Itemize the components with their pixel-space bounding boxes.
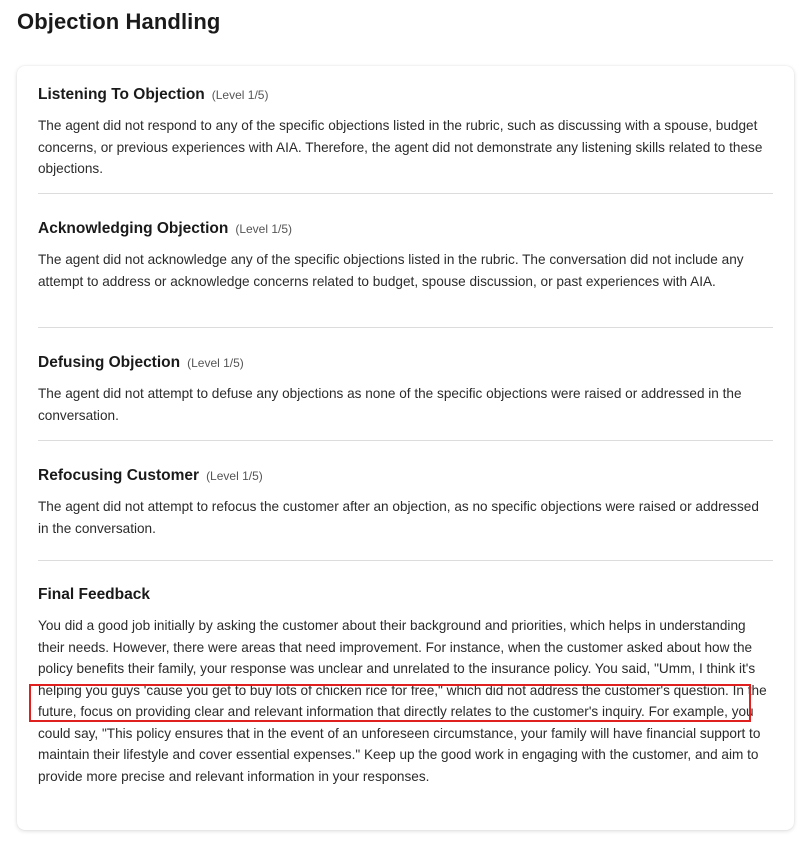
final-feedback-body: You did a good job initially by asking the customer about their background and priorities, which helps in understanding their needs. However, there were areas that need improvement. For instance, when the customer asked about how the policy benefits their family, your response was unclear and unrelated to the insurance policy. You said, "Umm, I think it's helping you guys 'cause you get to buy lots of chicken rice for free," which did not address the customer's question. In the future, focus on providing clear and relevant information that directly relates to the customer's inquiry. For example, you could say, "This policy ensures that in the event of an unforeseen circumstance, your family will have financial support to maintain their lifestyle and cover essential expenses." Keep up the good work in engaging with the customer, and aim to provide more precise and relevant information in your responses. [38,618,767,784]
section-header [38,354,773,372]
highlight-annotation-box [29,684,751,722]
section-title: Listening To Objection [38,86,205,103]
section-title: Acknowledging Objection [38,220,229,237]
level-badge: (Level 1/5) [235,222,293,236]
section-body: The agent did not attempt to defuse any objections as none of the specific objections were raised or addressed in the conversation. [38,386,742,423]
divider [38,440,773,441]
section-header [38,467,773,485]
page-title: Objection Handling [17,9,221,34]
divider [38,560,773,561]
section-body: The agent did not acknowledge any of the specific objections listed in the rubric. The conversation did not include any attempt to address or acknowledge concerns related to budget, spouse discussion, or past experiences with AIA. [38,252,744,289]
section-defusing-objection [38,354,773,426]
level-badge: (Level 1/5) [187,356,244,370]
section-listening-to-objection [38,86,773,180]
section-header [38,86,773,104]
level-badge: (Level 1/5) [206,469,263,483]
section-refocusing-customer [38,467,773,539]
divider [38,327,773,328]
final-feedback-title: Final Feedback [38,586,150,603]
section-header [38,586,773,604]
section-body: The agent did not attempt to refocus the customer after an objection, as no specific objections were raised or addressed in the conversation. [38,499,759,536]
section-acknowledging-objection [38,220,773,292]
section-title: Defusing Objection [38,354,181,371]
section-title: Refocusing Customer [38,467,200,484]
section-header [38,220,773,238]
level-badge: (Level 1/5) [211,88,269,102]
divider [38,193,773,194]
section-body: The agent did not respond to any of the specific objections listed in the rubric, such as discussing with a spouse, budget concerns, or previous experiences with AIA. Therefore, the agent did not demonstrate any listening skills related to these objections. [38,118,763,176]
